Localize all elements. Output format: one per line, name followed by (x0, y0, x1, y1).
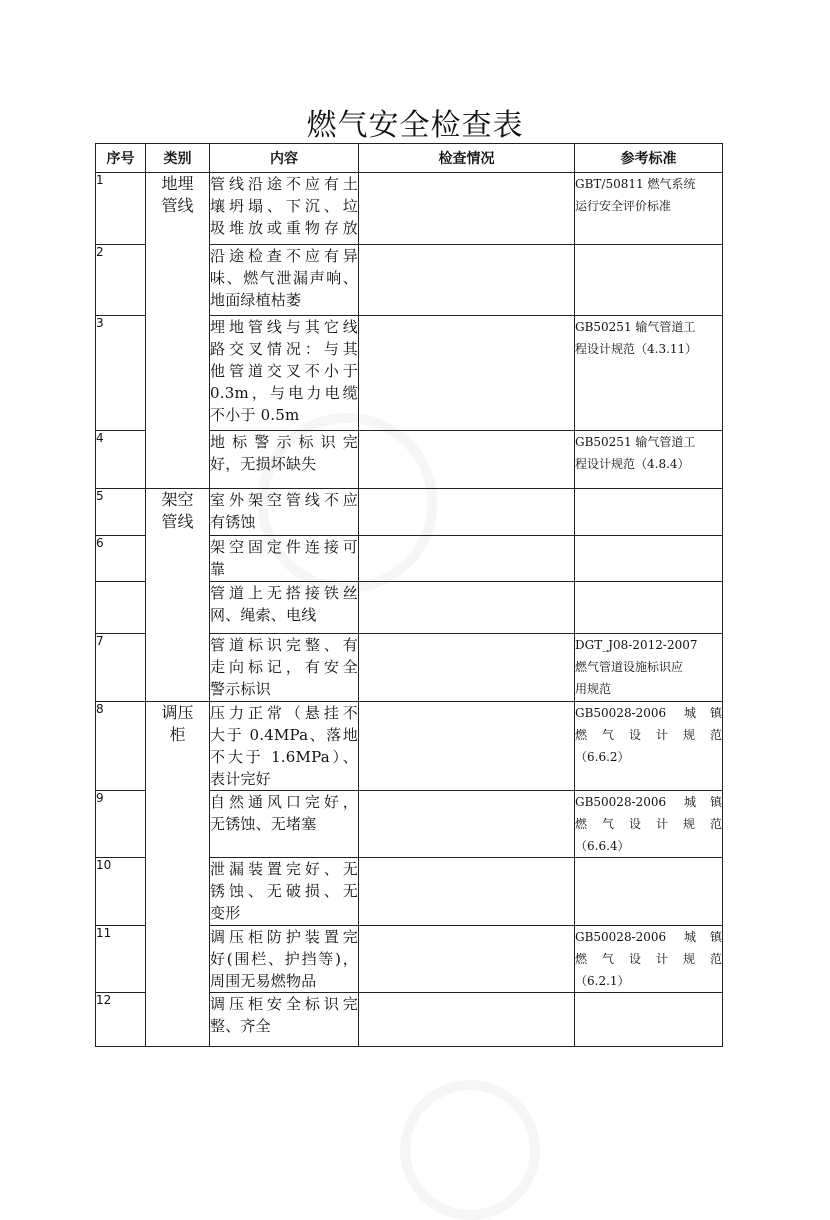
row-seq: 6 (96, 536, 146, 582)
header-standard: 参考标准 (575, 144, 723, 173)
header-content: 内容 (210, 144, 359, 173)
inspection-table (95, 143, 723, 1047)
row-seq: 11 (96, 926, 146, 993)
row-standard: GB50028-2006 城镇 燃气设计规范 （6.6.4） (575, 791, 723, 858)
row-standard: GB50028-2006 城镇 燃气设计规范 （6.2.1） (575, 926, 723, 993)
row-standard (575, 536, 723, 582)
page-title: 燃气安全检查表 (306, 108, 524, 143)
table-row (96, 173, 723, 245)
row-seq: 7 (96, 634, 146, 702)
row-content: 沿途检查不应有异 味、燃气泄漏声响、 地面绿植枯萎 (210, 245, 359, 316)
row-standard (575, 858, 723, 926)
row-check[interactable] (359, 173, 575, 245)
category-label: 调压 柜 (161, 703, 194, 744)
table-row (96, 489, 723, 536)
row-standard: GBT/50811 燃气系统 运行安全评价标准 (575, 173, 723, 245)
row-check[interactable] (359, 316, 575, 431)
row-standard (575, 993, 723, 1047)
row-check[interactable] (359, 582, 575, 634)
row-check[interactable] (359, 858, 575, 926)
row-content: 管线沿途不应有土 壤坍塌、下沉、垃 圾堆放或重物存放 (210, 173, 359, 245)
category-cell (146, 702, 210, 1047)
row-check[interactable] (359, 926, 575, 993)
row-seq (96, 582, 146, 634)
row-content: 调压柜安全标识完 整、齐全 (210, 993, 359, 1047)
row-standard: GB50251 输气管道工 程设计规范（4.3.11） (575, 316, 723, 431)
row-content: 地标警示标识完 好，无损坏缺失 (210, 431, 359, 489)
row-standard (575, 582, 723, 634)
row-seq: 5 (96, 489, 146, 536)
row-content: 管道标识完整、有 走向标记，有安全 警示标识 (210, 634, 359, 702)
row-content: 埋地管线与其它线 路交叉情况：与其 他管道交叉不小于 0.3m，与电力电缆 不小于 0.5m (210, 316, 359, 431)
category-label: 架空 管线 (161, 490, 194, 531)
row-check[interactable] (359, 791, 575, 858)
row-content: 调压柜防护装置完 好(围栏、护挡等)， 周围无易燃物品 (210, 926, 359, 993)
row-content: 室外架空管线不应 有锈蚀 (210, 489, 359, 536)
row-standard (575, 245, 723, 316)
row-standard (575, 489, 723, 536)
header-check: 检查情况 (359, 144, 575, 173)
row-check[interactable] (359, 634, 575, 702)
watermark-fragment (380, 1070, 580, 1180)
row-seq: 10 (96, 858, 146, 926)
row-seq: 12 (96, 993, 146, 1047)
category-label: 地埋 管线 (161, 174, 194, 215)
table-header-row (96, 144, 723, 173)
row-seq: 2 (96, 245, 146, 316)
watermark-ring (400, 1080, 540, 1220)
row-standard: GB50028-2006 城镇 燃气设计规范 （6.6.2） (575, 702, 723, 791)
row-check[interactable] (359, 536, 575, 582)
category-cell (146, 489, 210, 702)
row-content: 自然通风口完好， 无锈蚀、无堵塞 (210, 791, 359, 858)
row-check[interactable] (359, 431, 575, 489)
row-content: 架空固定件连接可 靠 (210, 536, 359, 582)
row-content: 管道上无搭接铁丝 网、绳索、电线 (210, 582, 359, 634)
row-check[interactable] (359, 245, 575, 316)
row-seq: 8 (96, 702, 146, 791)
row-standard: DGT_J08-2012-2007 燃气管道设施标识应 用规范 (575, 634, 723, 702)
row-seq: 1 (96, 173, 146, 245)
row-seq: 4 (96, 431, 146, 489)
row-seq: 3 (96, 316, 146, 431)
row-check[interactable] (359, 993, 575, 1047)
row-standard: GB50251 输气管道工 程设计规范（4.8.4） (575, 431, 723, 489)
category-cell (146, 173, 210, 489)
row-content: 压力正常（悬挂不 大于 0.4MPa、落地 不大于 1.6MPa）、 表计完好 (210, 702, 359, 791)
row-seq: 9 (96, 791, 146, 858)
row-check[interactable] (359, 489, 575, 536)
row-content: 泄漏装置完好、无 锈蚀、无破损、无 变形 (210, 858, 359, 926)
header-category: 类别 (146, 144, 210, 173)
table-row (96, 702, 723, 791)
header-seq: 序号 (96, 144, 146, 173)
row-check[interactable] (359, 702, 575, 791)
